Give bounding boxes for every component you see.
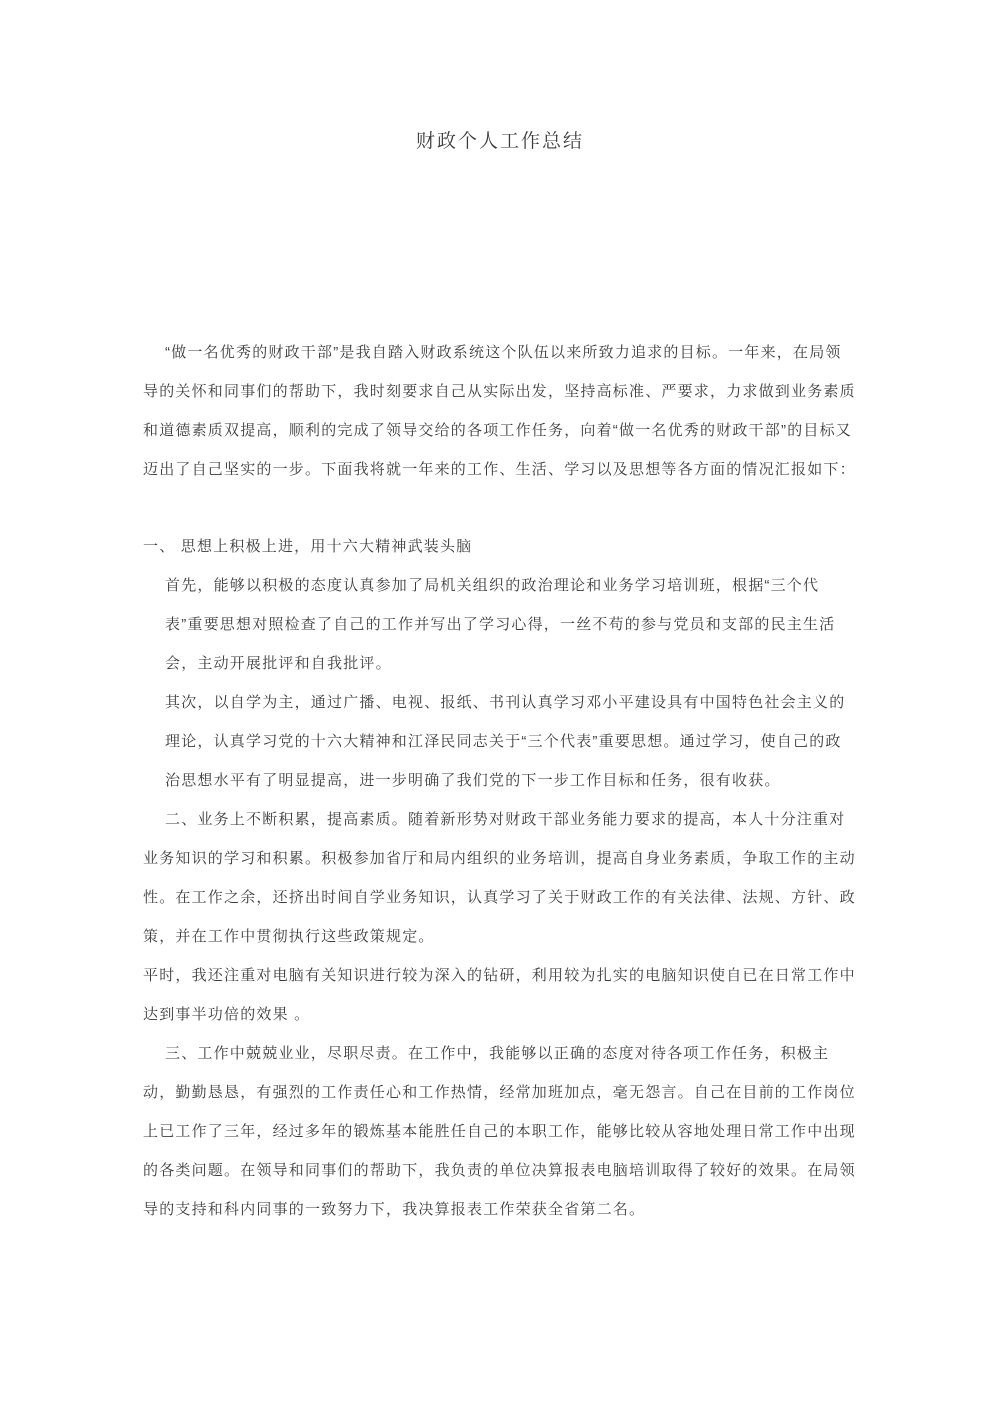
paragraph-intro: “做一名优秀的财政干部”是我自踏入财政系统这个队伍以来所致力追求的目标。一年来，在局领导的关怀和同事们的帮助下，我时刻要求自己从实际出发，坚持高标准、严要求，力求做到业务素质和道德素质双提高，顺利的完成了领导交给的各项工作任务，向着“做一名优秀的财政干部”的目标又迈出了自己坚实的一步。下面我将就一年来的工作、生活、学习以及思想等各方面的情况汇报如下： [143,344,856,478]
paragraph-computer-skills: 平时，我还注重对电脑有关知识进行较为深入的钻研，利用较为扎实的电脑知识使自已在日常工作中达到事半功倍的效果 。 [143,967,856,1023]
document-title: 财政个人工作总结 [415,131,584,152]
section-heading-1: 一、 思想上积极上进，用十六大精神武装头脑 [143,538,473,555]
paragraph-section3: 三、工作中兢兢业业，尽职尽责。在工作中，我能够以正确的态度对待各项工作任务，积极主动，勤勤恳恳，有强烈的工作责任心和工作热情，经常加班加点，毫无怨言。自己在目前的工作岗位上已工作了三年，经过多年的锻炼基本能胜任自己的本职工作，能够比较从容地处理日常工作中出现的各类问题。在领导和同事们的帮助下，我负责的单位决算报表电脑培训取得了较好的效果。在局领导的支持和科内同事的一致努力下，我决算报表工作荣获全省第二名。 [143,1045,856,1218]
paragraph-section1-second: 其次，以自学为主，通过广播、电视、报纸、书刊认真学习邓小平建设具有中国特色社会主义的理论，认真学习党的十六大精神和江泽民同志关于“三个代表”重要思想。通过学习，使自己的政治思想水平有了明显提高，进一步明确了我们党的下一步工作目标和任务，很有收获。 [165,694,846,789]
paragraph-section1-first: 首先，能够以积极的态度认真参加了局机关组织的政治理论和业务学习培训班，根据“三个代表”重要思想对照检查了自己的工作并写出了学习心得，一丝不苟的参与党员和支部的民主生活会，主动开展批评和自我批评。 [165,577,836,672]
paragraph-section2: 二、业务上不断积累，提高素质。随着新形势对财政干部业务能力要求的提高，本人十分注重对业务知识的学习和积累。积极参加省厅和局内组织的业务培训，提高自身业务素质，争取工作的主动性。在工作之余，还挤出时间自学业务知识，认真学习了关于财政工作的有关法律、法规、方针、政策，并在工作中贯彻执行这些政策规定。 [143,811,856,945]
